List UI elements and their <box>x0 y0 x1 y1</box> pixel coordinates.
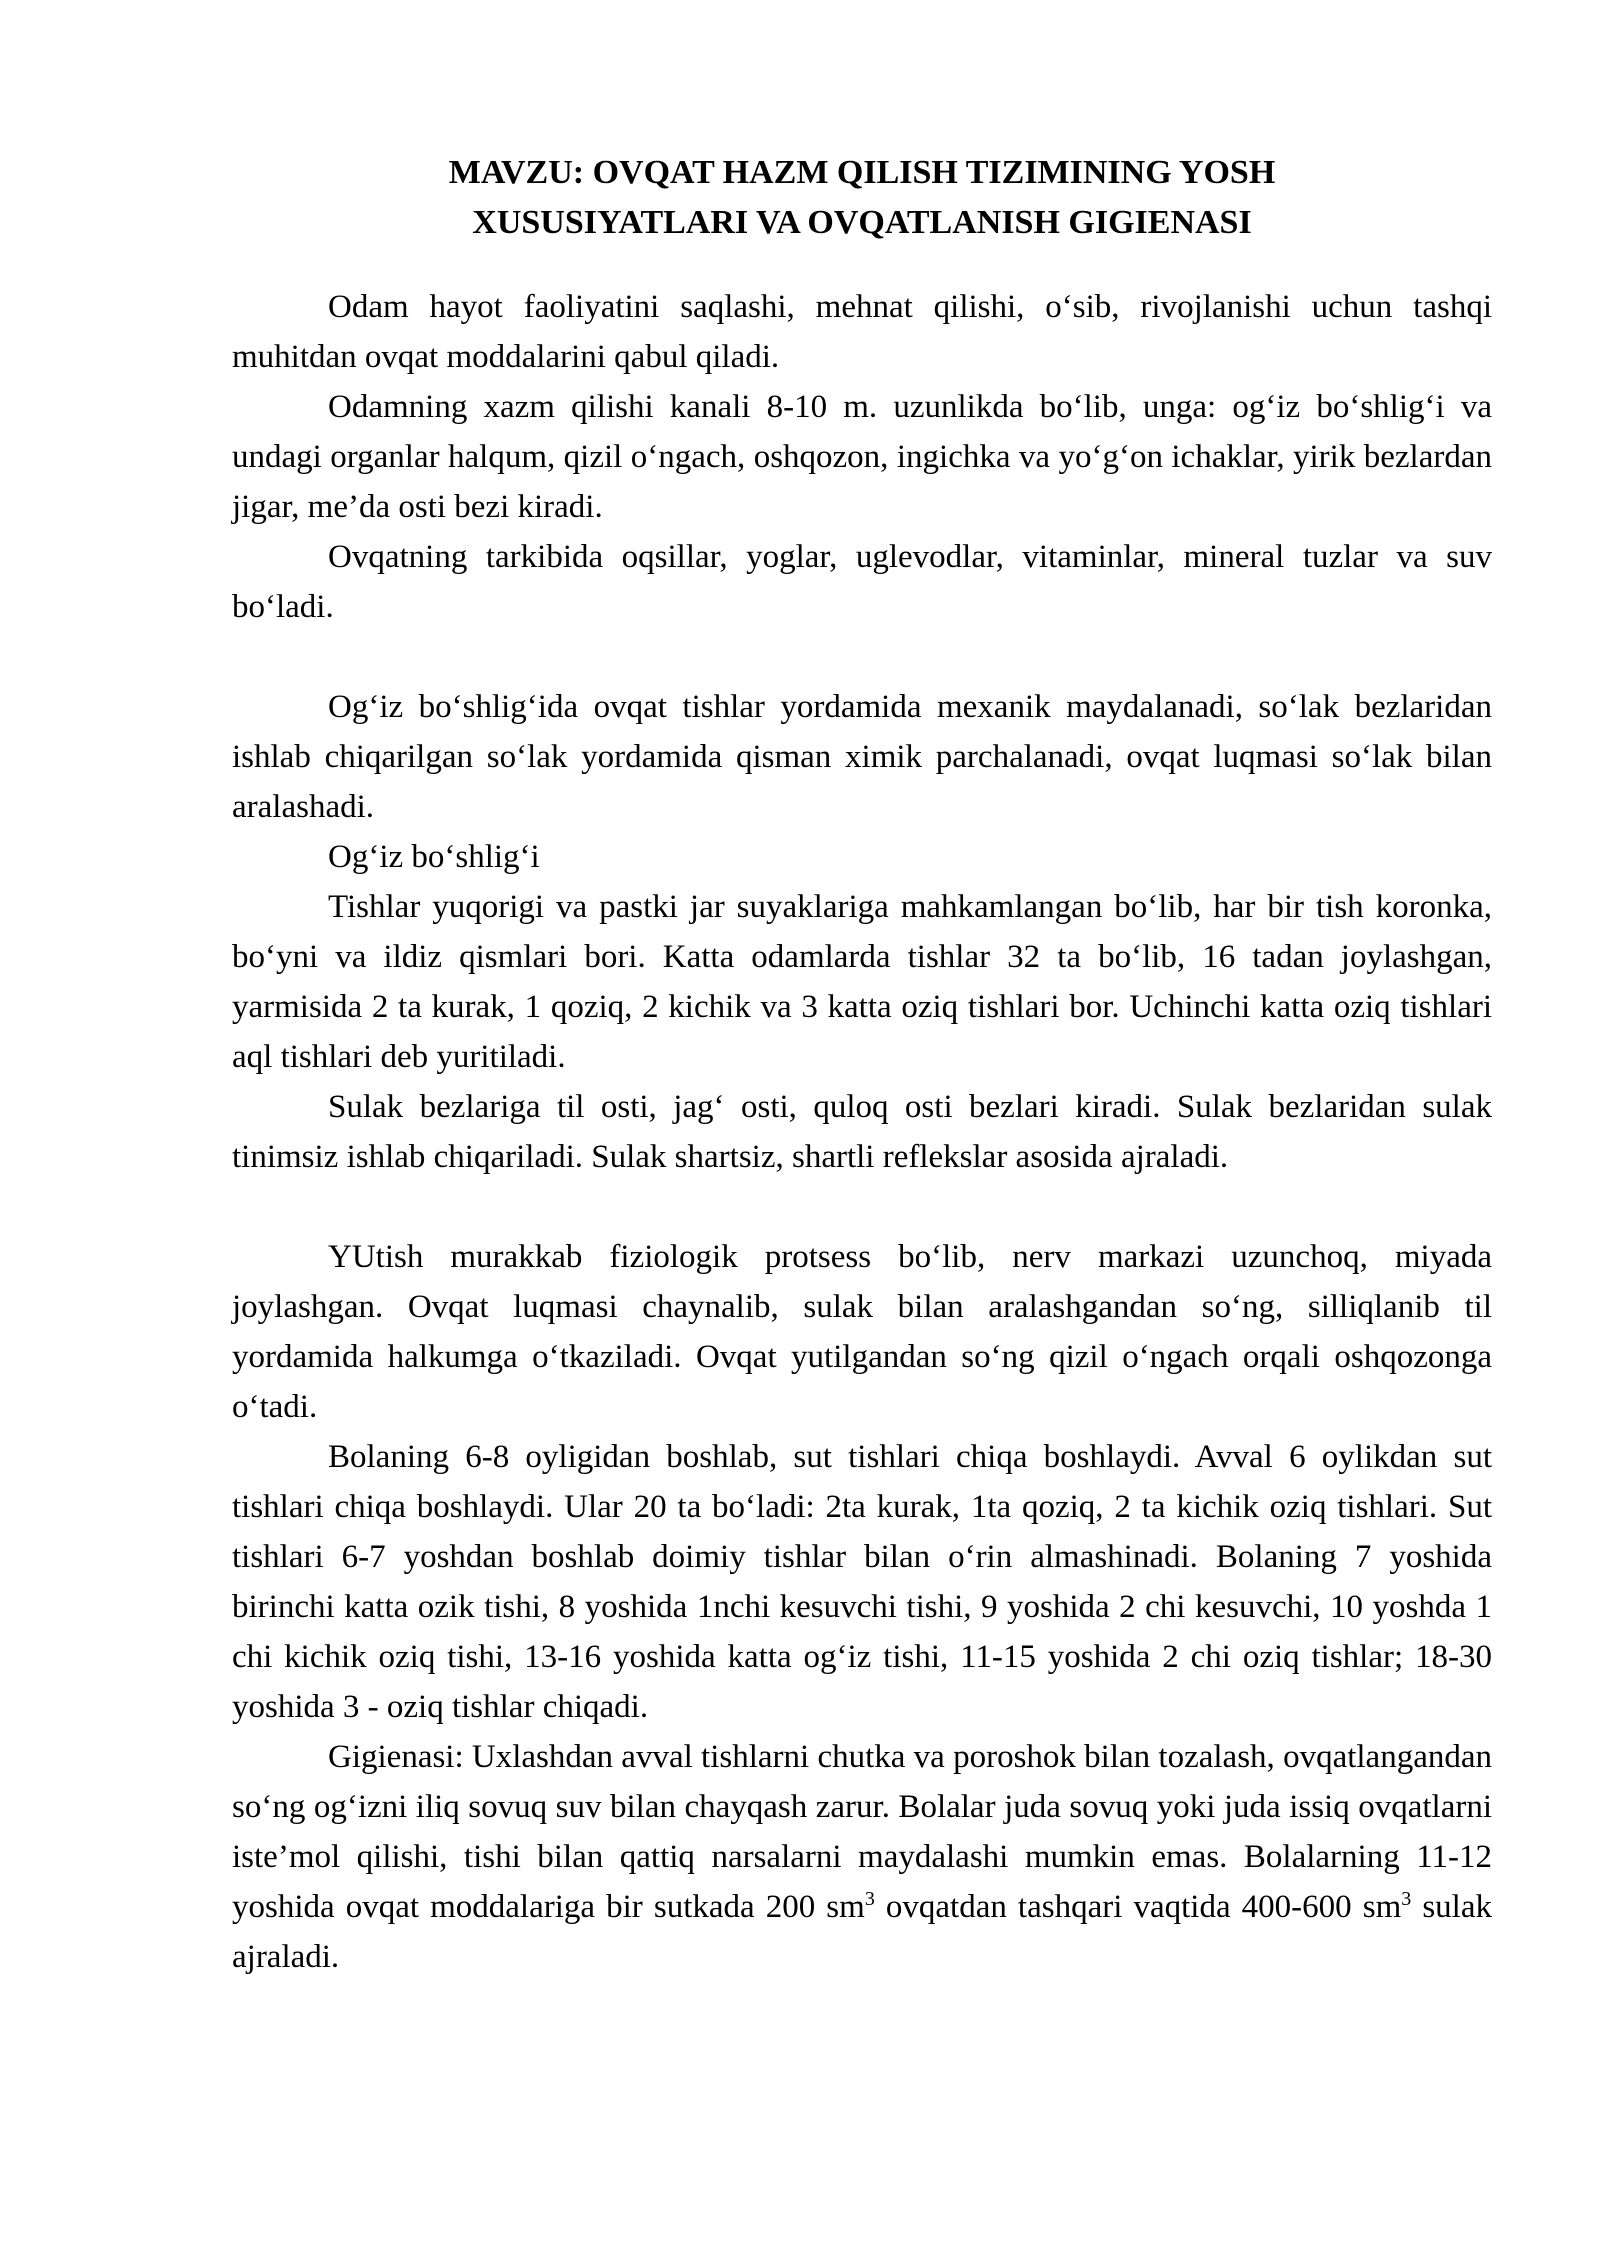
paragraph-oral-cavity: Og‘iz bo‘shlig‘ida ovqat tishlar yordamida mexanik maydalanadi, so‘lak bezlaridan ishlab chiqarilgan so‘lak yordamida qisman ximik parchalanadi, ovqat luqmasi so‘lak bilan aralashadi. <box>232 689 1492 825</box>
paragraph-milk-teeth: Bolaning 6-8 oyligidan boshlab, sut tishlari chiqa boshlaydi. Avval 6 oylikdan sut tishlari chiqa boshlaydi. Ular 20 ta bo‘ladi: 2ta kurak, 1ta qoziq, 2 ta kichik oziq tishlari. Sut tishlari 6-7 yoshdan boshlab doimiy tishlar bilan o‘rin almashinadi. Bolaning 7 yoshida birinchi katta ozik tishi, 8 yoshida 1nchi kesuvchi tishi, 9 yoshida 2 chi kesuvchi, 10 yoshda 1 chi kichik oziq tishi, 13-16 yoshida katta og‘iz tishi, 11-15 yoshida 2 chi oziq tishlar; 18-30 yoshida 3 - oziq tishlar chiqadi. <box>232 1439 1492 1725</box>
paragraph-swallowing: YUtish murakkab fiziologik protsess bo‘lib, nerv markazi uzunchoq, miyada joylashgan. Ovqat luqmasi chaynalib, sulak bilan aralashgandan so‘ng, silliqlanib til yordamida halkumga o‘tkaziladi. Ovqat yutilgandan so‘ng qizil o‘ngach orqali oshqozonga o‘tadi. <box>232 1239 1492 1425</box>
title-line-1: MAVZU: OVQAT HAZM QILISH TIZIMINING YOSH <box>448 154 1276 191</box>
hygiene-text-1: Gigienasi: Uxlashdan avval tishlarni chutka va poroshok bilan tozalash, ovqatlangandan so‘ng og‘izni iliq sovuq suv bilan chayqash zarur. Bolalar juda sovuq yoki juda issiq ovqatlarni iste’mol qilishi, tishi bilan qattiq narsalarni maydalashi mumkin emas. Bolalarning 11-12 yoshida ovqat moddalariga bir sutkada 200 sm <box>232 1739 1492 1925</box>
superscript-cubed: 3 <box>864 1888 875 1910</box>
title-line-2: XUSUSIYATLARI VA OVQATLANISH GIGIENASI <box>472 204 1252 241</box>
paragraph-intro: Odam hayot faoliyatini saqlashi, mehnat qilishi, o‘sib, rivojlanishi uchun tashqi muhitdan ovqat moddalarini qabul qiladi. <box>232 289 1492 375</box>
paragraph-hygiene <box>232 1732 1492 1982</box>
paragraph-salivary-glands: Sulak bezlariga til osti, jag‘ osti, quloq osti bezlari kiradi. Sulak bezlaridan sulak tinimsiz ishlab chiqariladi. Sulak shartsiz, shartli reflekslar asosida ajraladi. <box>232 1089 1492 1175</box>
spacer <box>232 1182 1492 1232</box>
spacer <box>232 632 1492 682</box>
paragraph-food-composition: Ovqatning tarkibida oqsillar, yoglar, uglevodlar, vitaminlar, mineral tuzlar va suv bo‘ladi. <box>232 539 1492 625</box>
paragraph-teeth: Tishlar yuqorigi va pastki jar suyaklariga mahkamlangan bo‘lib, har bir tish koronka, bo‘yni va ildiz qismlari bori. Katta odamlarda tishlar 32 ta bo‘lib, 16 tadan joylashgan, yarmisida 2 ta kurak, 1 qoziq, 2 kichik va 3 katta oziq tishlari bor. Uchinchi katta oziq tishlari aql tishlari deb yuritiladi. <box>232 889 1492 1075</box>
paragraph-oral-cavity-heading: Og‘iz bo‘shlig‘i <box>328 839 540 875</box>
superscript-cubed: 3 <box>1401 1888 1412 1910</box>
document-page <box>232 148 1492 1982</box>
document-title <box>232 148 1492 248</box>
paragraph-digestive-canal: Odamning xazm qilishi kanali 8-10 m. uzunlikda bo‘lib, unga: og‘iz bo‘shlig‘i va undagi organlar halqum, qizil o‘ngach, oshqozon, ingichka va yo‘g‘on ichaklar, yirik bezlardan jigar, me’da osti bezi kiradi. <box>232 389 1492 525</box>
hygiene-text-3: sulak ajraladi. <box>232 1889 1492 1975</box>
hygiene-text-2: ovqatdan tashqari vaqtida 400-600 sm <box>874 1889 1402 1925</box>
